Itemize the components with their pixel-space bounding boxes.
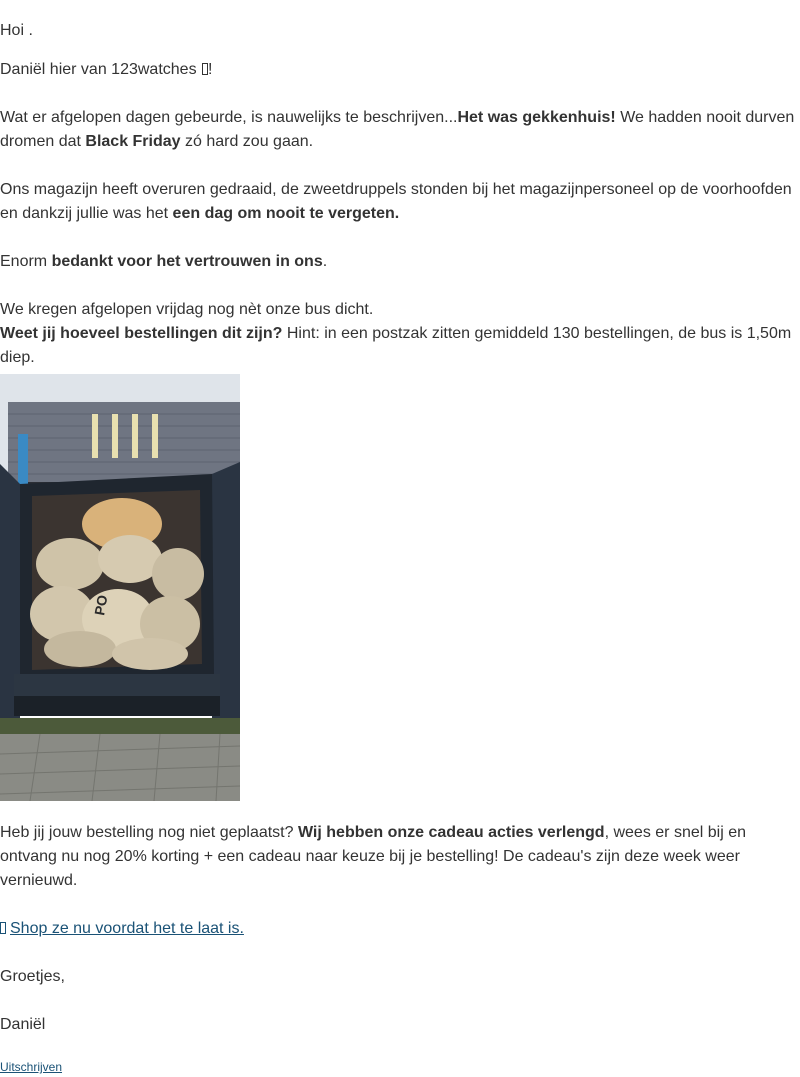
p5-text-a: Heb jij jouw bestelling nog niet geplaatst? xyxy=(0,824,298,841)
emoji-placeholder-icon xyxy=(0,922,6,934)
paragraph-magazijn xyxy=(0,178,800,226)
paragraph-gekkenhuis xyxy=(0,106,800,154)
p1-bold-gekkenhuis: Het was gekkenhuis! xyxy=(457,109,616,126)
intro-text: Daniël hier van 123watches xyxy=(0,61,202,78)
intro-suffix: ! xyxy=(208,61,213,78)
p2-text-a: Ons magazijn heeft overuren gedraaid, de zweetdruppels stonden bij het magazijnpersoneel op de voorhoofden en dankzij jullie was het xyxy=(0,181,792,222)
p3-text-a: Enorm xyxy=(0,253,52,270)
unsubscribe-link[interactable]: Uitschrijven xyxy=(0,1060,63,1074)
p1-bold-black-friday: Black Friday xyxy=(85,133,181,150)
p1-text-e: zó hard zou gaan. xyxy=(180,133,314,150)
p2-bold: een dag om nooit te vergeten. xyxy=(172,205,400,222)
p3-bold: bedankt voor het vertrouwen in ons xyxy=(51,253,323,270)
paragraph-bus-line: We kregen afgelopen vrijdag nog nèt onze bus dicht. xyxy=(0,301,374,318)
intro-line xyxy=(0,58,800,82)
p1-text-c: We hadden nooit durven dromen dat xyxy=(0,109,795,150)
signature: Daniël xyxy=(0,1016,46,1033)
p5-text-c: , wees er snel bij en ontvang nu nog 20% korting + een cadeau naar keuze bij je bestelling! De cadeau's zijn deze week weer vernieuwd. xyxy=(0,824,746,889)
email-body xyxy=(0,19,800,1037)
van-photo xyxy=(0,374,240,801)
greeting: Hoi . xyxy=(0,22,33,39)
van-photo-illustration xyxy=(0,374,240,801)
p3-text-c: . xyxy=(322,253,328,270)
bag-label: PO xyxy=(91,593,111,617)
footer xyxy=(0,1059,62,1075)
shop-now-link[interactable] xyxy=(0,920,244,937)
hint-question: Weet jij hoeveel bestellingen dit zijn? xyxy=(0,325,283,342)
cta-line xyxy=(0,917,800,941)
paragraph-bedankt xyxy=(0,250,800,274)
hint-text: Hint: in een postzak zitten gemiddeld 130 bestellingen, de bus is 1,50m diep. xyxy=(0,325,792,366)
p1-text-a: Wat er afgelopen dagen gebeurde, is nauwelijks te beschrijven... xyxy=(0,109,458,126)
paragraph-hint xyxy=(0,322,800,370)
signoff: Groetjes, xyxy=(0,968,65,985)
paragraph-cadeau xyxy=(0,821,800,893)
shop-now-label: Shop ze nu voordat het te laat is. xyxy=(10,920,244,937)
p5-bold: Wij hebben onze cadeau acties verlengd xyxy=(297,824,605,841)
